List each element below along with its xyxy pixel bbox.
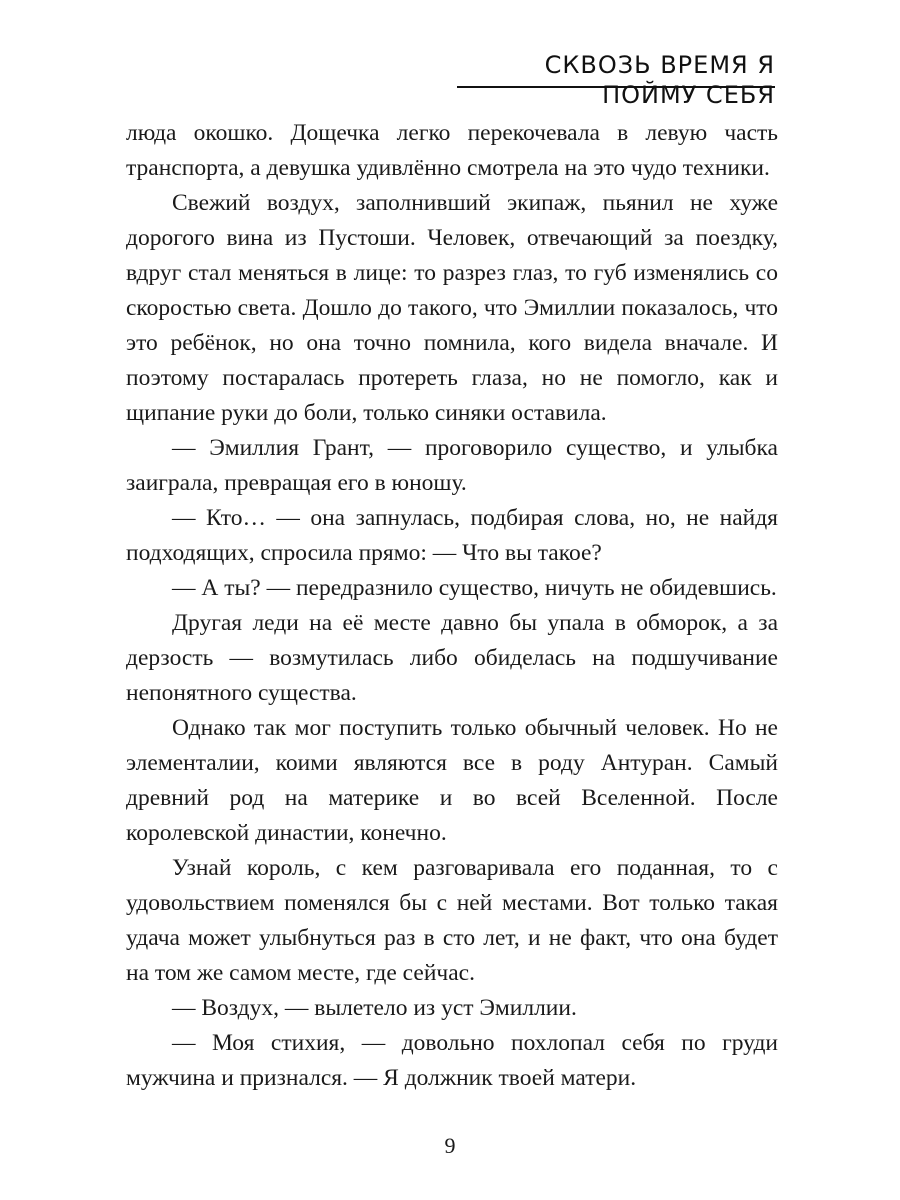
running-header-title: СКВОЗЬ ВРЕМЯ Я ПОЙМУ СЕБЯ <box>544 51 775 109</box>
page-number: 9 <box>444 1133 456 1158</box>
paragraph-dialogue: — Кто… — она запнулась, подбирая слова, но, не найдя подходящих, спросила прямо: — Что вы такое? <box>126 505 778 566</box>
paragraph: Другая леди на её месте давно бы упала в обморок, а за дерзость — возмутилась либо обиделась на подшучивание непонятного существа. <box>126 610 778 706</box>
paragraph-dialogue: — Эмиллия Грант, — проговорило существо, и улыбка заиграла, превращая его в юношу. <box>126 435 778 496</box>
paragraph: Однако так мог поступить только обычный человек. Но не элементалии, коими являются все в роду Антуран. Самый древний род на материке и во всей Вселенной. После королевской династии, конечно. <box>126 715 778 846</box>
paragraph-continued: люда окошко. Дощечка легко перекочевала в левую часть транспорта, а девушка удивлённо смотрела на это чудо техники. <box>126 120 778 181</box>
header-rule <box>457 86 775 88</box>
paragraph-dialogue: — Моя стихия, — довольно похлопал себя по груди мужчина и признался. — Я должник твоей матери. <box>126 1030 778 1091</box>
paragraph: Узнай король, с кем разговаривала его поданная, то с удовольствием поменялся бы с ней местами. Вот только такая удача может улыбнуться раз в сто лет, и не факт, что она будет на том же самом месте, где сейчас. <box>126 855 778 986</box>
page-body-text <box>126 116 778 1096</box>
paragraph-dialogue: — А ты? — передразнило существо, ничуть не обидевшись. <box>172 575 777 601</box>
paragraph: Свежий воздух, заполнивший экипаж, пьянил не хуже дорогого вина из Пустоши. Человек, отвечающий за поездку, вдруг стал меняться в лице: то разрез глаз, то губ изменялись со скоростью света. Дошло до такого, что Эмиллии показалось, что это ребёнок, но она точно помнила, кого видела вначале. И поэтому постаралась протереть глаза, но не помогло, как и щипание руки до боли, только синяки оставила. <box>126 190 778 426</box>
paragraph-dialogue: — Воздух, — вылетело из уст Эмиллии. <box>172 995 577 1021</box>
